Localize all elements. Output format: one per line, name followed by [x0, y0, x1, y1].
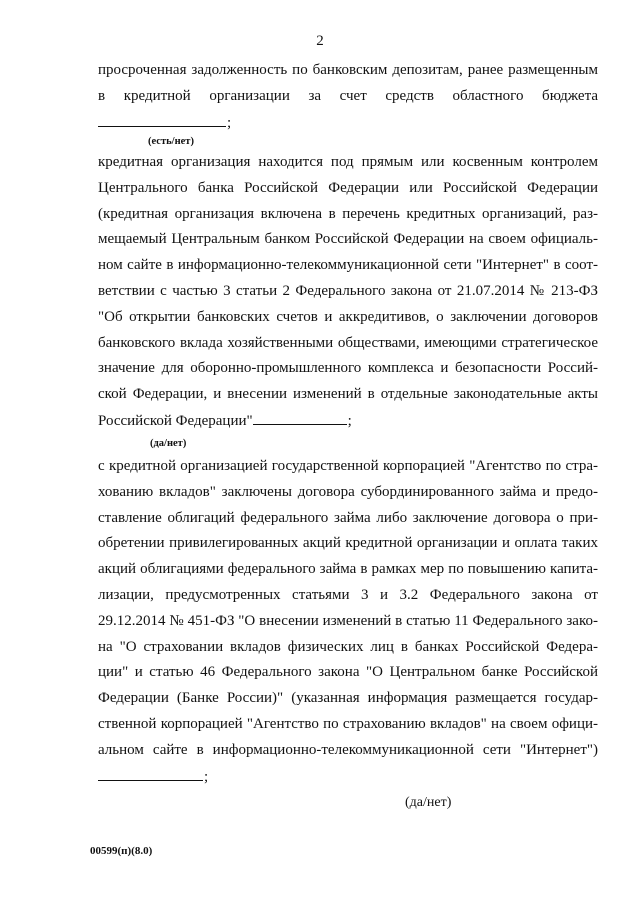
text-line: Российской Федерации"	[98, 412, 253, 429]
caption-yes-no: (да/нет)	[405, 795, 452, 810]
answer-blank[interactable]	[98, 110, 226, 127]
paragraph-control	[98, 150, 598, 434]
text-line: ственной корпорацией "Агентство по страхованию вкладов" на своем офици-	[98, 715, 598, 732]
text-line: обретении привилегированных акций кредитной организации и оплата таких	[98, 535, 598, 552]
caption-yes-no: (есть/нет)	[148, 136, 194, 147]
line-end: ;	[204, 768, 209, 785]
text-line: "Об открытии банковских счетов и аккредитивов, о заключении договоров	[98, 308, 598, 325]
text-line: (кредитная организация включена в перечень кредитных организаций, раз-	[98, 205, 598, 222]
paragraph-overdue-deposits	[98, 58, 598, 135]
answer-line	[98, 110, 598, 136]
text-line: просроченная задолженность по банковским депозитам, ранее размещенным	[98, 62, 598, 78]
answer-blank[interactable]	[98, 764, 203, 781]
text-line: ции" и статью 46 Федерального закона "О Центральном банке Российской	[98, 664, 598, 681]
paragraph-deposit-insurance	[98, 454, 598, 789]
text-line: значение для оборонно-промышленного комплекса и безопасности Россий-	[98, 360, 598, 377]
text-line: с кредитной организацией государственной корпорацией "Агентство по стра-	[98, 458, 598, 474]
text-line: мещаемый Центральным банком Российской Федерации на своем официаль-	[98, 231, 598, 248]
line-end: ;	[227, 114, 232, 131]
text-line: на "О страховании вкладов физических лиц в банках Российской Федера-	[98, 638, 598, 655]
answer-blank[interactable]	[253, 408, 347, 425]
text-line: хованию вкладов" заключены договора субординированного займа и предо-	[98, 483, 598, 500]
page-number: 2	[316, 33, 324, 49]
text-line: альном сайте в информационно-телекоммуникационной сети "Интернет")	[98, 741, 598, 758]
answer-line	[98, 408, 598, 434]
text-line: акций облигациями федерального займа в рамках мер по повышению капита-	[98, 561, 598, 578]
form-code: 00599(п)(8.0)	[90, 845, 153, 857]
text-line: Центрального банка Российской Федерации или Российской Федерации	[98, 179, 598, 196]
text-line: ской Федерации, и внесении изменений в отдельные законодательные акты	[98, 386, 598, 403]
text-line: лизации, предусмотренных статьями 3 и 3.2 Федерального закона от	[98, 586, 598, 603]
text-line: банковского вклада хозяйственными обществами, имеющими стратегическое	[98, 334, 598, 351]
text-line: ставление облигаций федерального займа либо заключение договора о при-	[98, 509, 598, 526]
text-line: в кредитной организации за счет средств областного бюджета	[98, 87, 598, 104]
line-end: ;	[347, 412, 352, 429]
answer-line	[98, 764, 598, 790]
text-line: кредитная организация находится под прямым или косвенным контролем	[98, 154, 598, 170]
text-line: 29.12.2014 № 451-ФЗ "О внесении изменений в статью 11 Федерального зако-	[98, 612, 598, 629]
text-line: ветствии с частью 3 статьи 2 Федерального закона от 21.07.2014 № 213-ФЗ	[98, 282, 598, 299]
caption-yes-no: (да/нет)	[150, 438, 187, 449]
text-line: ном сайте в информационно-телекоммуникационной сети "Интернет" в соот-	[98, 257, 598, 274]
text-line: Федерации (Банке России)" (указанная информация размещается государ-	[98, 690, 598, 707]
